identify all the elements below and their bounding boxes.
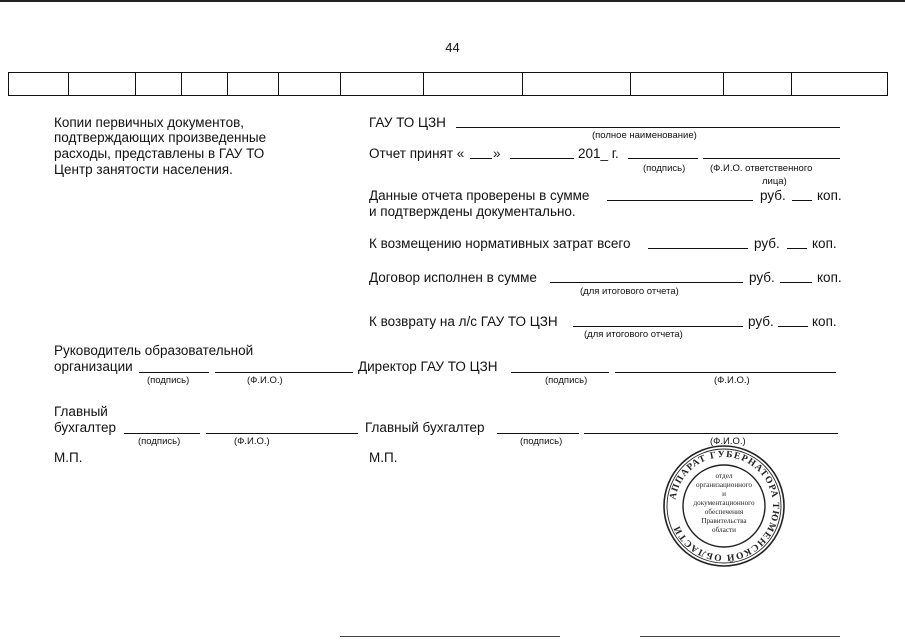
- chief-left-fio-line: [206, 433, 358, 434]
- checked-kop-label: коп.: [817, 188, 842, 203]
- checked-sum-label-2: и подтверждены документально.: [369, 204, 576, 219]
- report-signature-line: [628, 158, 698, 159]
- left-text-line-3: расходы, представлены в ГАУ ТО: [54, 146, 265, 161]
- chief-label-line-2: бухгалтер: [54, 420, 116, 435]
- refund-kop-label: коп.: [812, 314, 837, 329]
- stamp-inner-line-1: отдел: [715, 472, 733, 480]
- table-cell: [792, 73, 887, 95]
- chief-right-fio-line: [584, 433, 838, 434]
- head-label-line-1: Руководитель образовательной: [54, 343, 254, 358]
- director-signature-caption: (подпись): [545, 375, 588, 386]
- report-signature-caption: (подпись): [643, 163, 686, 174]
- director-signature-line: [511, 372, 609, 373]
- table-cell: [631, 73, 724, 95]
- report-day-line: [470, 158, 492, 159]
- head-signature-line: [139, 372, 209, 373]
- contract-done-label: Договор исполнен в сумме: [369, 270, 537, 285]
- checked-kop-line: [792, 200, 812, 201]
- reimbursement-label: К возмещению нормативных затрат всего: [369, 236, 631, 251]
- head-fio-caption: (Ф.И.О.): [247, 375, 283, 386]
- stamp-inner-line-4: документационного: [693, 499, 755, 507]
- report-accepted-label: Отчет принят «: [369, 146, 465, 161]
- table-cell: [424, 73, 523, 95]
- report-month-line: [510, 158, 574, 159]
- reimbursement-kop-label: коп.: [812, 236, 837, 251]
- stamp-inner-line-5: обеспечения: [704, 508, 744, 516]
- refund-label: К возврату на л/с ГАУ ТО ЦЗН: [369, 314, 558, 329]
- report-year: 201_ г.: [578, 146, 619, 161]
- director-fio-caption: (Ф.И.О.): [714, 375, 750, 386]
- stamp-inner-line-7: области: [711, 526, 737, 534]
- table-cell: [228, 73, 280, 95]
- top-border: [0, 0, 905, 2]
- page-number: 44: [445, 40, 460, 55]
- checked-rub-label: руб.: [760, 188, 786, 203]
- seal-place-left: М.П.: [54, 450, 83, 465]
- table-cell: [136, 73, 182, 95]
- contract-kop-label: коп.: [817, 270, 842, 285]
- official-stamp: [662, 444, 786, 568]
- contract-rub-line: [550, 282, 743, 283]
- chief-right-signature-line: [497, 433, 579, 434]
- chief-accountant-label: Главный бухгалтер: [365, 420, 485, 435]
- head-signature-caption: (подпись): [147, 375, 190, 386]
- table-cell: [182, 73, 228, 95]
- table-header-row: [8, 72, 888, 96]
- gau-name-line: [456, 127, 840, 128]
- gau-label: ГАУ ТО ЦЗН: [369, 115, 446, 130]
- head-fio-line: [215, 372, 353, 373]
- table-cell: [279, 73, 341, 95]
- refund-rub-label: руб.: [748, 314, 774, 329]
- checked-sum-label: Данные отчета проверены в сумме: [369, 188, 590, 203]
- reimbursement-kop-line: [787, 248, 807, 249]
- director-label: Директор ГАУ ТО ЦЗН: [358, 359, 498, 374]
- full-name-caption: (полное наименование): [592, 130, 697, 141]
- refund-kop-line: [778, 326, 808, 327]
- table-cell: [523, 73, 630, 95]
- left-text-line-1: Копии первичных документов,: [54, 115, 244, 130]
- chief-right-fio-caption: (Ф.И.О.): [710, 436, 746, 447]
- bottom-scan-line: [340, 636, 560, 637]
- reimbursement-rub-label: руб.: [754, 236, 780, 251]
- director-fio-line: [615, 372, 836, 373]
- contract-kop-line: [780, 282, 812, 283]
- stamp-outer-text: АППАРАТ ГУБЕРНАТОРА ТЮМЕНСКОЙ ОБЛАСТИ: [668, 449, 781, 563]
- chief-label-line-1: Главный: [54, 404, 108, 419]
- checked-sum-rub-line: [607, 200, 753, 201]
- seal-place-right: М.П.: [369, 450, 398, 465]
- chief-left-signature-line: [124, 433, 200, 434]
- table-cell: [724, 73, 792, 95]
- left-text-line-4: Центр занятости населения.: [54, 162, 233, 177]
- left-text-line-2: подтверждающих произведенные: [54, 130, 267, 145]
- responsible-fio-caption: (Ф.И.О. ответственного: [710, 163, 813, 174]
- head-label-line-2: организации: [54, 359, 133, 374]
- chief-left-fio-caption: (Ф.И.О.): [234, 436, 270, 447]
- stamp-inner-line-6: Правительства: [701, 517, 747, 525]
- bottom-scan-line-2: [640, 636, 840, 637]
- chief-left-signature-caption: (подпись): [138, 436, 181, 447]
- contract-final-caption: (для итогового отчета): [580, 286, 679, 297]
- report-quote-close: »: [493, 146, 501, 161]
- stamp-graphic: [662, 444, 786, 568]
- responsible-fio-caption-2: лица): [762, 176, 787, 187]
- table-cell: [9, 73, 69, 95]
- report-fio-line: [703, 158, 840, 159]
- contract-rub-label: руб.: [749, 270, 775, 285]
- table-cell: [69, 73, 137, 95]
- stamp-inner-line-3: и: [722, 490, 726, 498]
- reimbursement-rub-line: [648, 248, 748, 249]
- stamp-inner-line-2: организационного: [696, 481, 752, 489]
- table-cell: [341, 73, 424, 95]
- refund-final-caption: (для итогового отчета): [584, 329, 683, 340]
- refund-rub-line: [573, 326, 743, 327]
- chief-right-signature-caption: (подпись): [520, 436, 563, 447]
